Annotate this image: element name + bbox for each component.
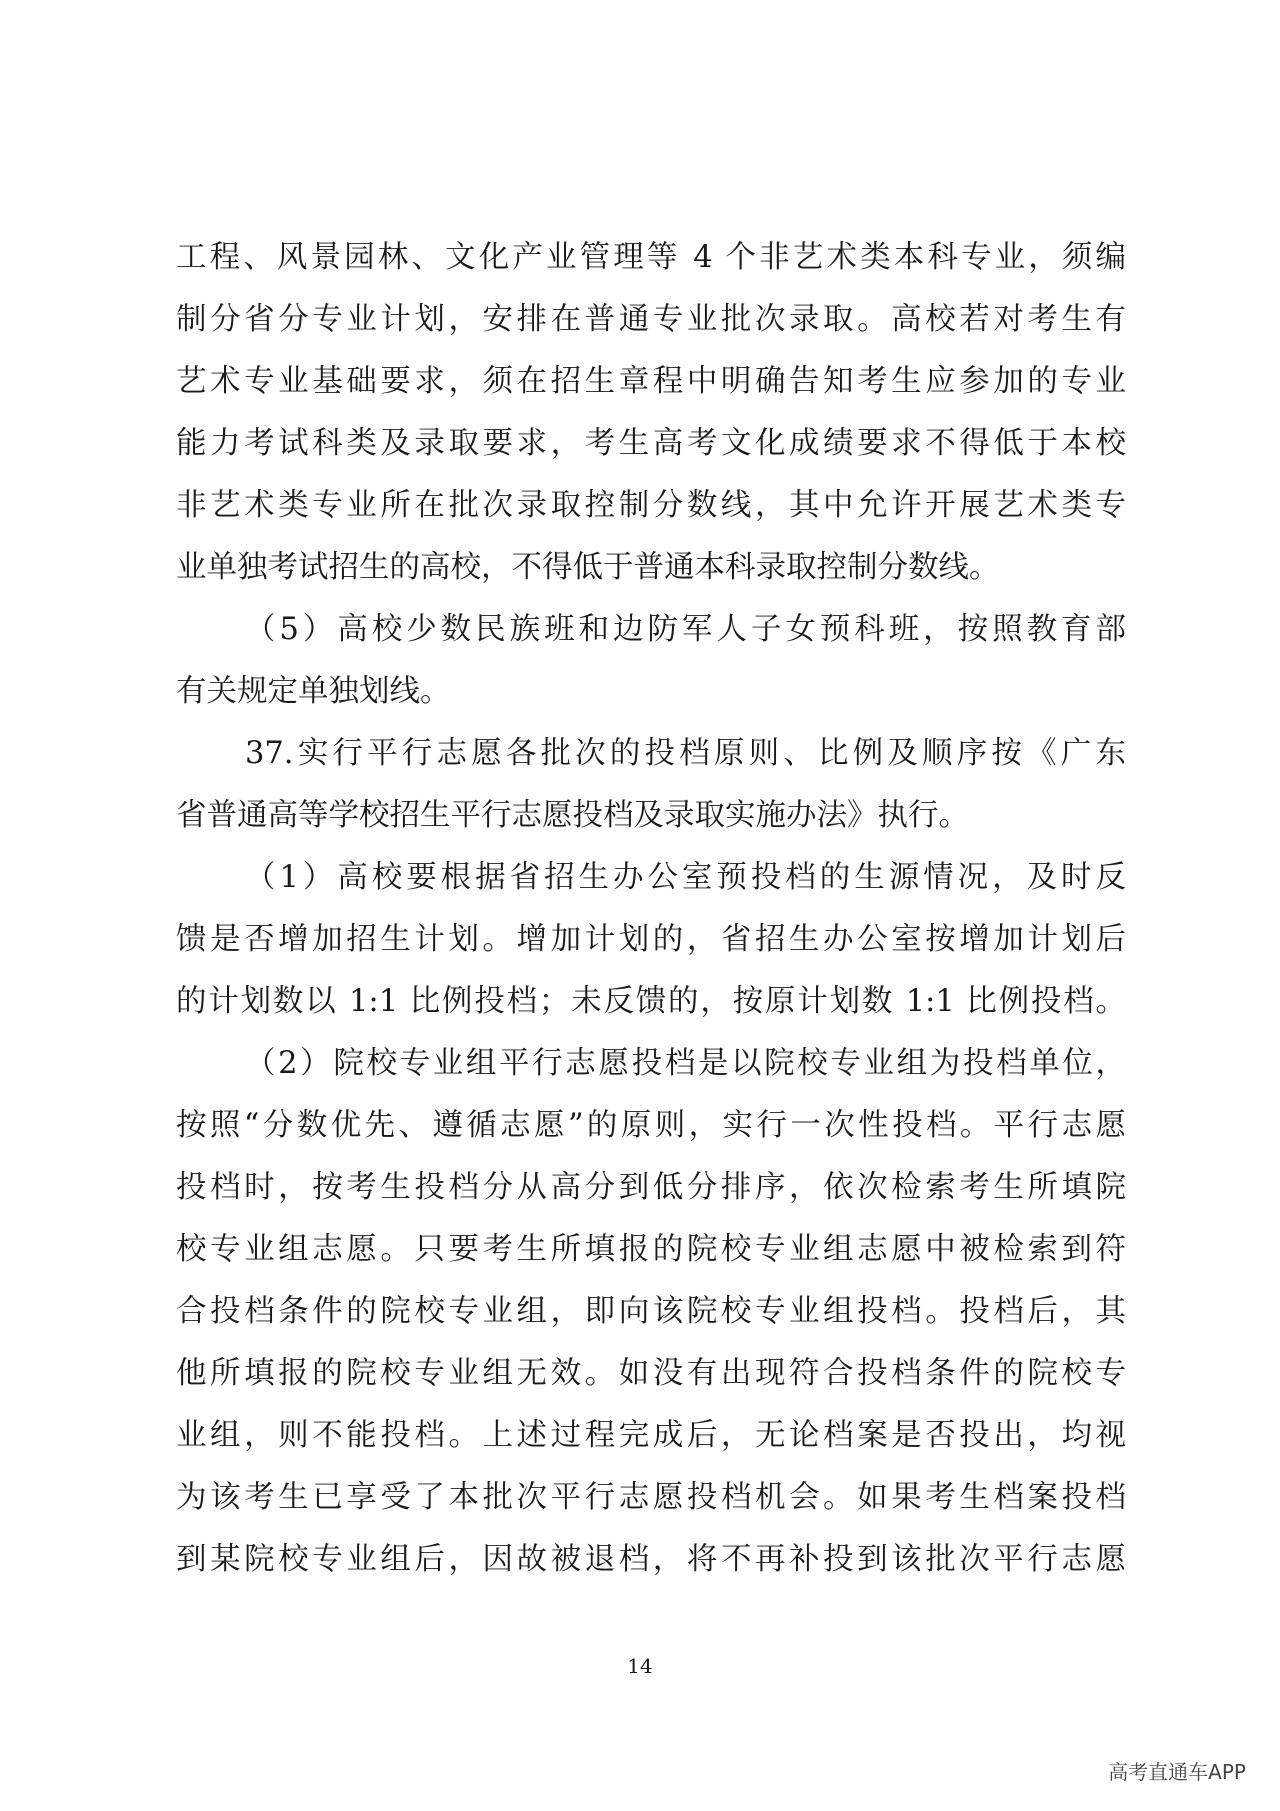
paragraph-line: 业单独考试招生的高校，不得低于普通本科录取控制分数线。 [176,550,1000,585]
paragraph-line: 省普通高等学校招生平行志愿投档及录取实施办法》执行。 [176,798,969,833]
paragraph-line: 非艺术类专业所在批次录取控制分数线，其中允许开展艺术类专 [176,488,1126,523]
paragraph-line: 合投档条件的院校专业组，即向该院校专业组投档。投档后，其 [176,1294,1126,1329]
paragraph-line: 到某院校专业组后，因故被退档，将不再补投到该批次平行志愿 [176,1542,1126,1577]
paragraph-line: （2）院校专业组平行志愿投档是以院校专业组为投档单位， [245,1046,1126,1081]
paragraph-line: 的计划数以 1:1 比例投档；未反馈的，按原计划数 1:1 比例投档。 [176,984,1126,1019]
paragraph-line: 他所填报的院校专业组无效。如没有出现符合投档条件的院校专 [176,1356,1126,1391]
paragraph-line: 能力考试科类及录取要求，考生高考文化成绩要求不得低于本校 [176,426,1126,461]
paragraph-line: 为该考生已享受了本批次平行志愿投档机会。如果考生档案投档 [176,1480,1126,1515]
paragraph-line: （5）高校少数民族班和边防军人子女预科班，按照教育部 [245,612,1126,647]
page-number: 14 [627,1654,653,1678]
paragraph-line: 工程、风景园林、文化产业管理等 4 个非艺术类本科专业，须编 [176,240,1126,275]
paragraph-line: 艺术专业基础要求，须在招生章程中明确告知考生应参加的专业 [176,364,1126,399]
watermark: 高考直通车APP [1108,1760,1246,1784]
paragraph-line: 馈是否增加招生计划。增加计划的，省招生办公室按增加计划后 [176,922,1126,957]
paragraph-line: （1）高校要根据省招生办公室预投档的生源情况，及时反 [245,860,1126,895]
paragraph-line: 校专业组志愿。只要考生所填报的院校专业组志愿中被检索到符 [176,1232,1126,1267]
paragraph-line: 业组，则不能投档。上述过程完成后，无论档案是否投出，均视 [176,1418,1126,1453]
paragraph-line: 37.实行平行志愿各批次的投档原则、比例及顺序按《广东 [245,736,1126,771]
paragraph-line: 按照“分数优先、遵循志愿”的原则，实行一次性投档。平行志愿 [176,1108,1126,1143]
paragraph-line: 制分省分专业计划，安排在普通专业批次录取。高校若对考生有 [176,302,1126,337]
paragraph-line: 投档时，按考生投档分从高分到低分排序，依次检索考生所填院 [176,1170,1126,1205]
paragraph-line: 有关规定单独划线。 [176,674,451,709]
